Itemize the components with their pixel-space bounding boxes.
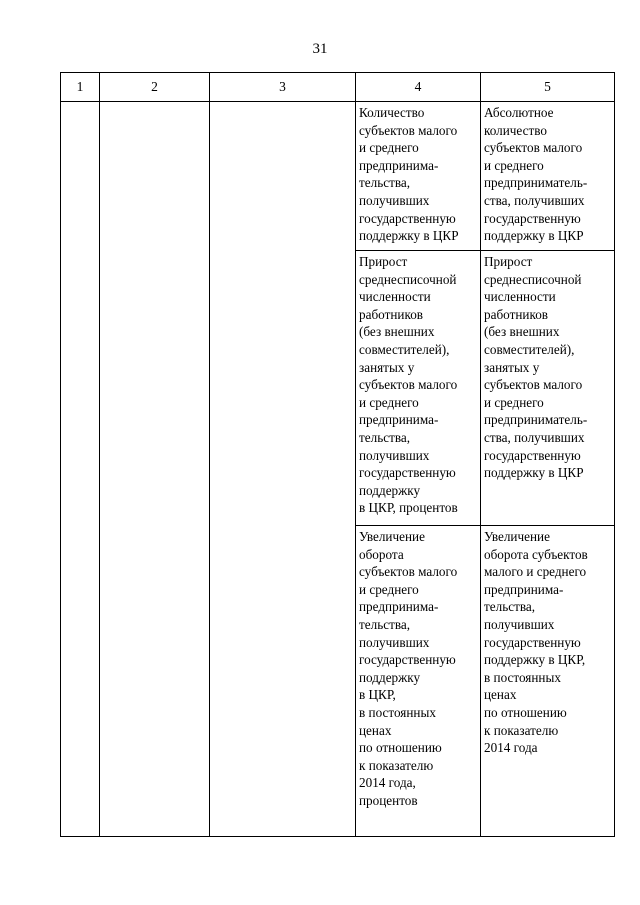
- cell-col-3: [210, 102, 356, 837]
- header-col-4: 4: [356, 73, 481, 102]
- table-row: [61, 102, 615, 251]
- header-col-1: 1: [61, 73, 100, 102]
- data-table: [60, 72, 615, 837]
- header-col-2: 2: [100, 73, 210, 102]
- indicator-name-cell: Количество субъектов малого и среднего предпринима- тельства, получивших государственную поддержку в ЦКР: [356, 102, 481, 251]
- indicator-description-cell: Прирост среднесписочной численности работников (без внешних совместителей), занятых у субъектов малого и среднего предприниматель- ства, получивших государственную поддержку в ЦКР: [481, 251, 615, 526]
- header-col-3: 3: [210, 73, 356, 102]
- page-number: 31: [312, 41, 328, 57]
- header-col-5: 5: [481, 73, 615, 102]
- cell-col-2: [100, 102, 210, 837]
- table-header-row: [61, 73, 615, 102]
- indicator-name-cell: Увеличение оборота субъектов малого и среднего предпринима- тельства, получивших государственную поддержку в ЦКР, в постоянных ценах по отношению к показателю 2014 года, процентов: [356, 526, 481, 837]
- indicator-name-cell: Прирост среднесписочной численности работников (без внешних совместителей), занятых у субъектов малого и среднего предпринима- тельства, получивших государственную поддержку в ЦКР, процентов: [356, 251, 481, 526]
- indicator-description-cell: Абсолютное количество субъектов малого и среднего предприниматель- ства, получивших государственную поддержку в ЦКР: [481, 102, 615, 251]
- cell-col-1: [61, 102, 100, 837]
- indicator-description-cell: Увеличение оборота субъектов малого и среднего предпринима- тельства, получивших государственную поддержку в ЦКР, в постоянных ценах по отношению к показателю 2014 года: [481, 526, 615, 837]
